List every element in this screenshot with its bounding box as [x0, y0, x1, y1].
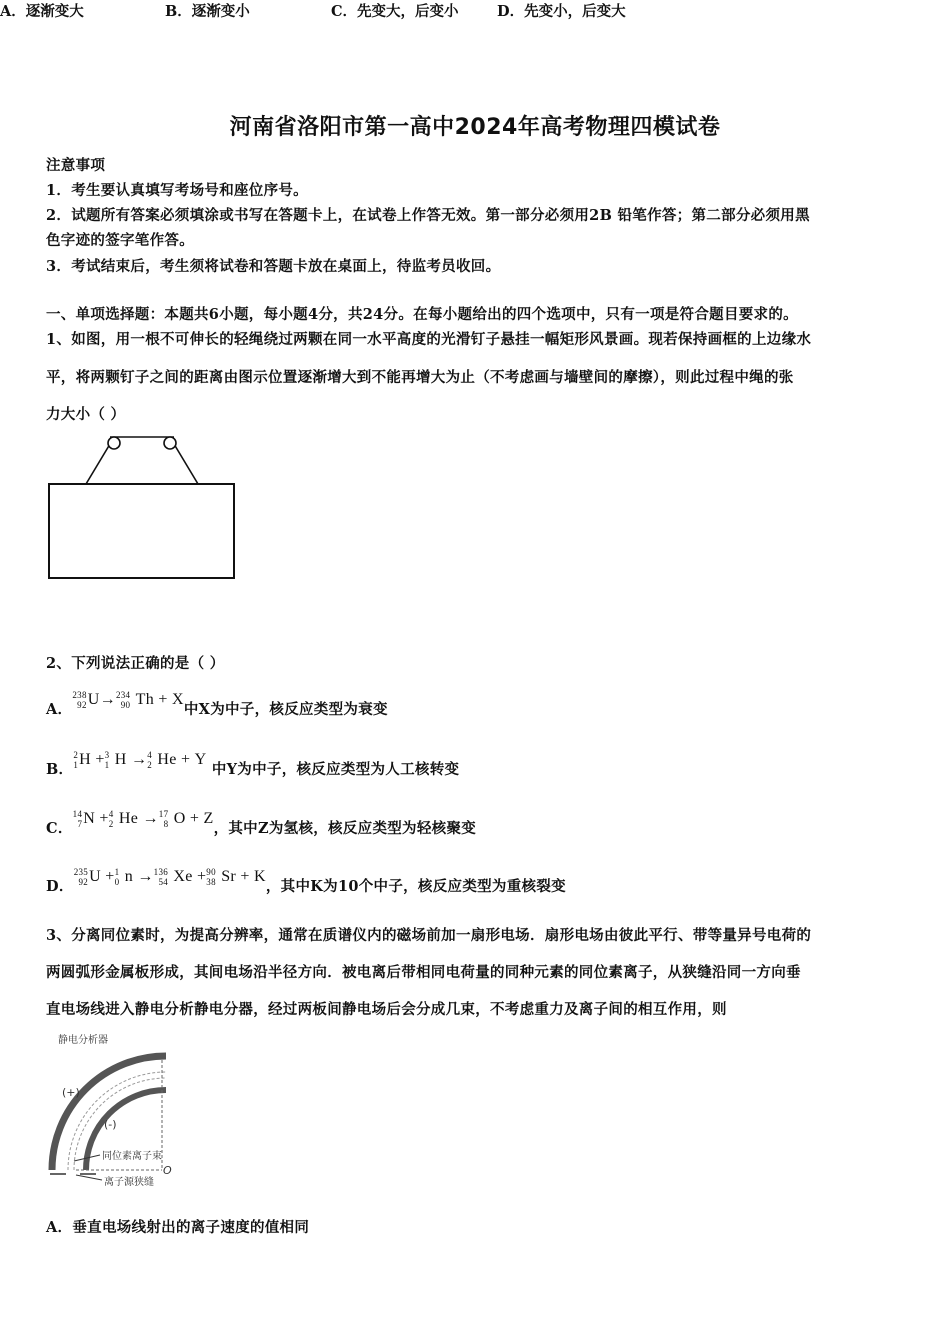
slit-pointer [76, 1175, 102, 1180]
q2-option-c[interactable] [46, 807, 477, 837]
q3-line-3: 直电场线进入静电分析静电分器，经过两板间静电场后会分成几束，不考虑重力及离子间的相互作用，则 [46, 1001, 727, 1018]
q2-b-formula: 2 1 H + 3 1 H → 4 2 He + Y [73, 750, 207, 771]
q2-stem: 2、下列说法正确的是（ ） [46, 655, 225, 672]
q1-line-1: 1、如图，用一根不可伸长的轻绳绕过两颗在同一水平高度的光滑钉子悬挂一幅矩形风景画。现若保持画框的上边缘水 [46, 331, 812, 348]
q3-analyzer-figure [46, 1030, 196, 1196]
q2-b-text: 中Y为中子，核反应类型为人工核转变 [211, 761, 460, 778]
q3-line-2: 两圆弧形金属板形成，其间电场沿半径方向．被电离后带相同电荷量的同种元素的同位素离子，从狭缝沿同一方向垂 [46, 964, 801, 981]
q2-d-text: ，其中K为10个中子，核反应类型为重核裂变 [265, 878, 566, 895]
q2-d-formula: 235 92 U + 1 0 n → 136 54 Xe + 90 38 Sr + K [73, 867, 266, 888]
notice-item-1: 1．考生要认真填写考场号和座位序号。 [46, 182, 308, 199]
q1-option-a[interactable]: A．逐渐变大 [0, 3, 84, 20]
q1-frame-figure [46, 430, 238, 582]
q1-option-c[interactable]: C．先变大，后变小 [331, 3, 459, 20]
q2-c-formula: 14 7 N + 4 2 He → 17 8 O + Z [72, 809, 214, 830]
q2-a-text: 中X为中子，核反应类型为衰变 [183, 701, 388, 718]
notice-item-2: 2．试题所有答案必须填涂或书写在答题卡上，在试卷上作答无效。第一部分必须用2B 铅笔作答；第二部分必须用黑 [46, 207, 810, 224]
q2-c-text: ，其中Z为氢核，核反应类型为轻核聚变 [213, 820, 477, 837]
beam-label: 同位素离子束 [102, 1151, 162, 1162]
q1-line-3: 力大小（ ） [46, 406, 126, 423]
origin-label: O [163, 1164, 172, 1177]
q2-c-label: C． [46, 820, 73, 837]
q2-a-label: A． [46, 701, 73, 718]
q2-a-formula: 238 92 U→ 234 90 Th + X [72, 690, 184, 711]
notice-item-2-cont: 色字迹的签字笔作答。 [46, 232, 194, 249]
rope-left [86, 444, 110, 484]
notice-item-3: 3．考试结束后，考生须将试卷和答题卡放在桌面上，待监考员收回。 [46, 258, 501, 275]
minus-label: (-) [104, 1118, 117, 1131]
nail-left [108, 437, 120, 449]
plus-label: (+) [62, 1086, 80, 1099]
q1-option-b[interactable]: B．逐渐变小 [165, 3, 250, 20]
section-1-header: 一、单项选择题：本题共6小题，每小题4分，共24分。在每小题给出的四个选项中，只有一项是符合题目要求的。 [46, 306, 798, 323]
slit-label: 离子源狭缝 [104, 1177, 154, 1188]
q2-option-a[interactable] [46, 688, 388, 718]
q3-option-a[interactable]: A．垂直电场线射出的离子速度的值相同 [46, 1219, 310, 1236]
notice-heading: 注意事项 [46, 157, 106, 174]
nail-right [164, 437, 176, 449]
q3-line-1: 3、分离同位素时，为提高分辨率，通常在质谱仪内的磁场前加一扇形电场．扇形电场由彼此平行、带等量异号电荷的 [46, 927, 812, 944]
q2-option-b[interactable] [46, 748, 460, 778]
q2-option-d[interactable] [46, 865, 566, 895]
page-title: 河南省洛阳市第一高中2024年高考物理四模试卷 [229, 115, 721, 140]
q1-option-d[interactable]: D．先变小，后变大 [497, 3, 626, 20]
q2-d-label: D． [46, 878, 74, 895]
picture-frame [49, 484, 234, 578]
q2-b-label: B． [46, 761, 74, 778]
rope-right [174, 444, 198, 484]
q1-line-2: 平，将两颗钉子之间的距离由图示位置逐渐增大到不能再增大为止（不考虑画与墙壁间的摩擦），则此过程中绳的张 [46, 369, 794, 386]
figure-title: 静电分析器 [58, 1035, 108, 1046]
